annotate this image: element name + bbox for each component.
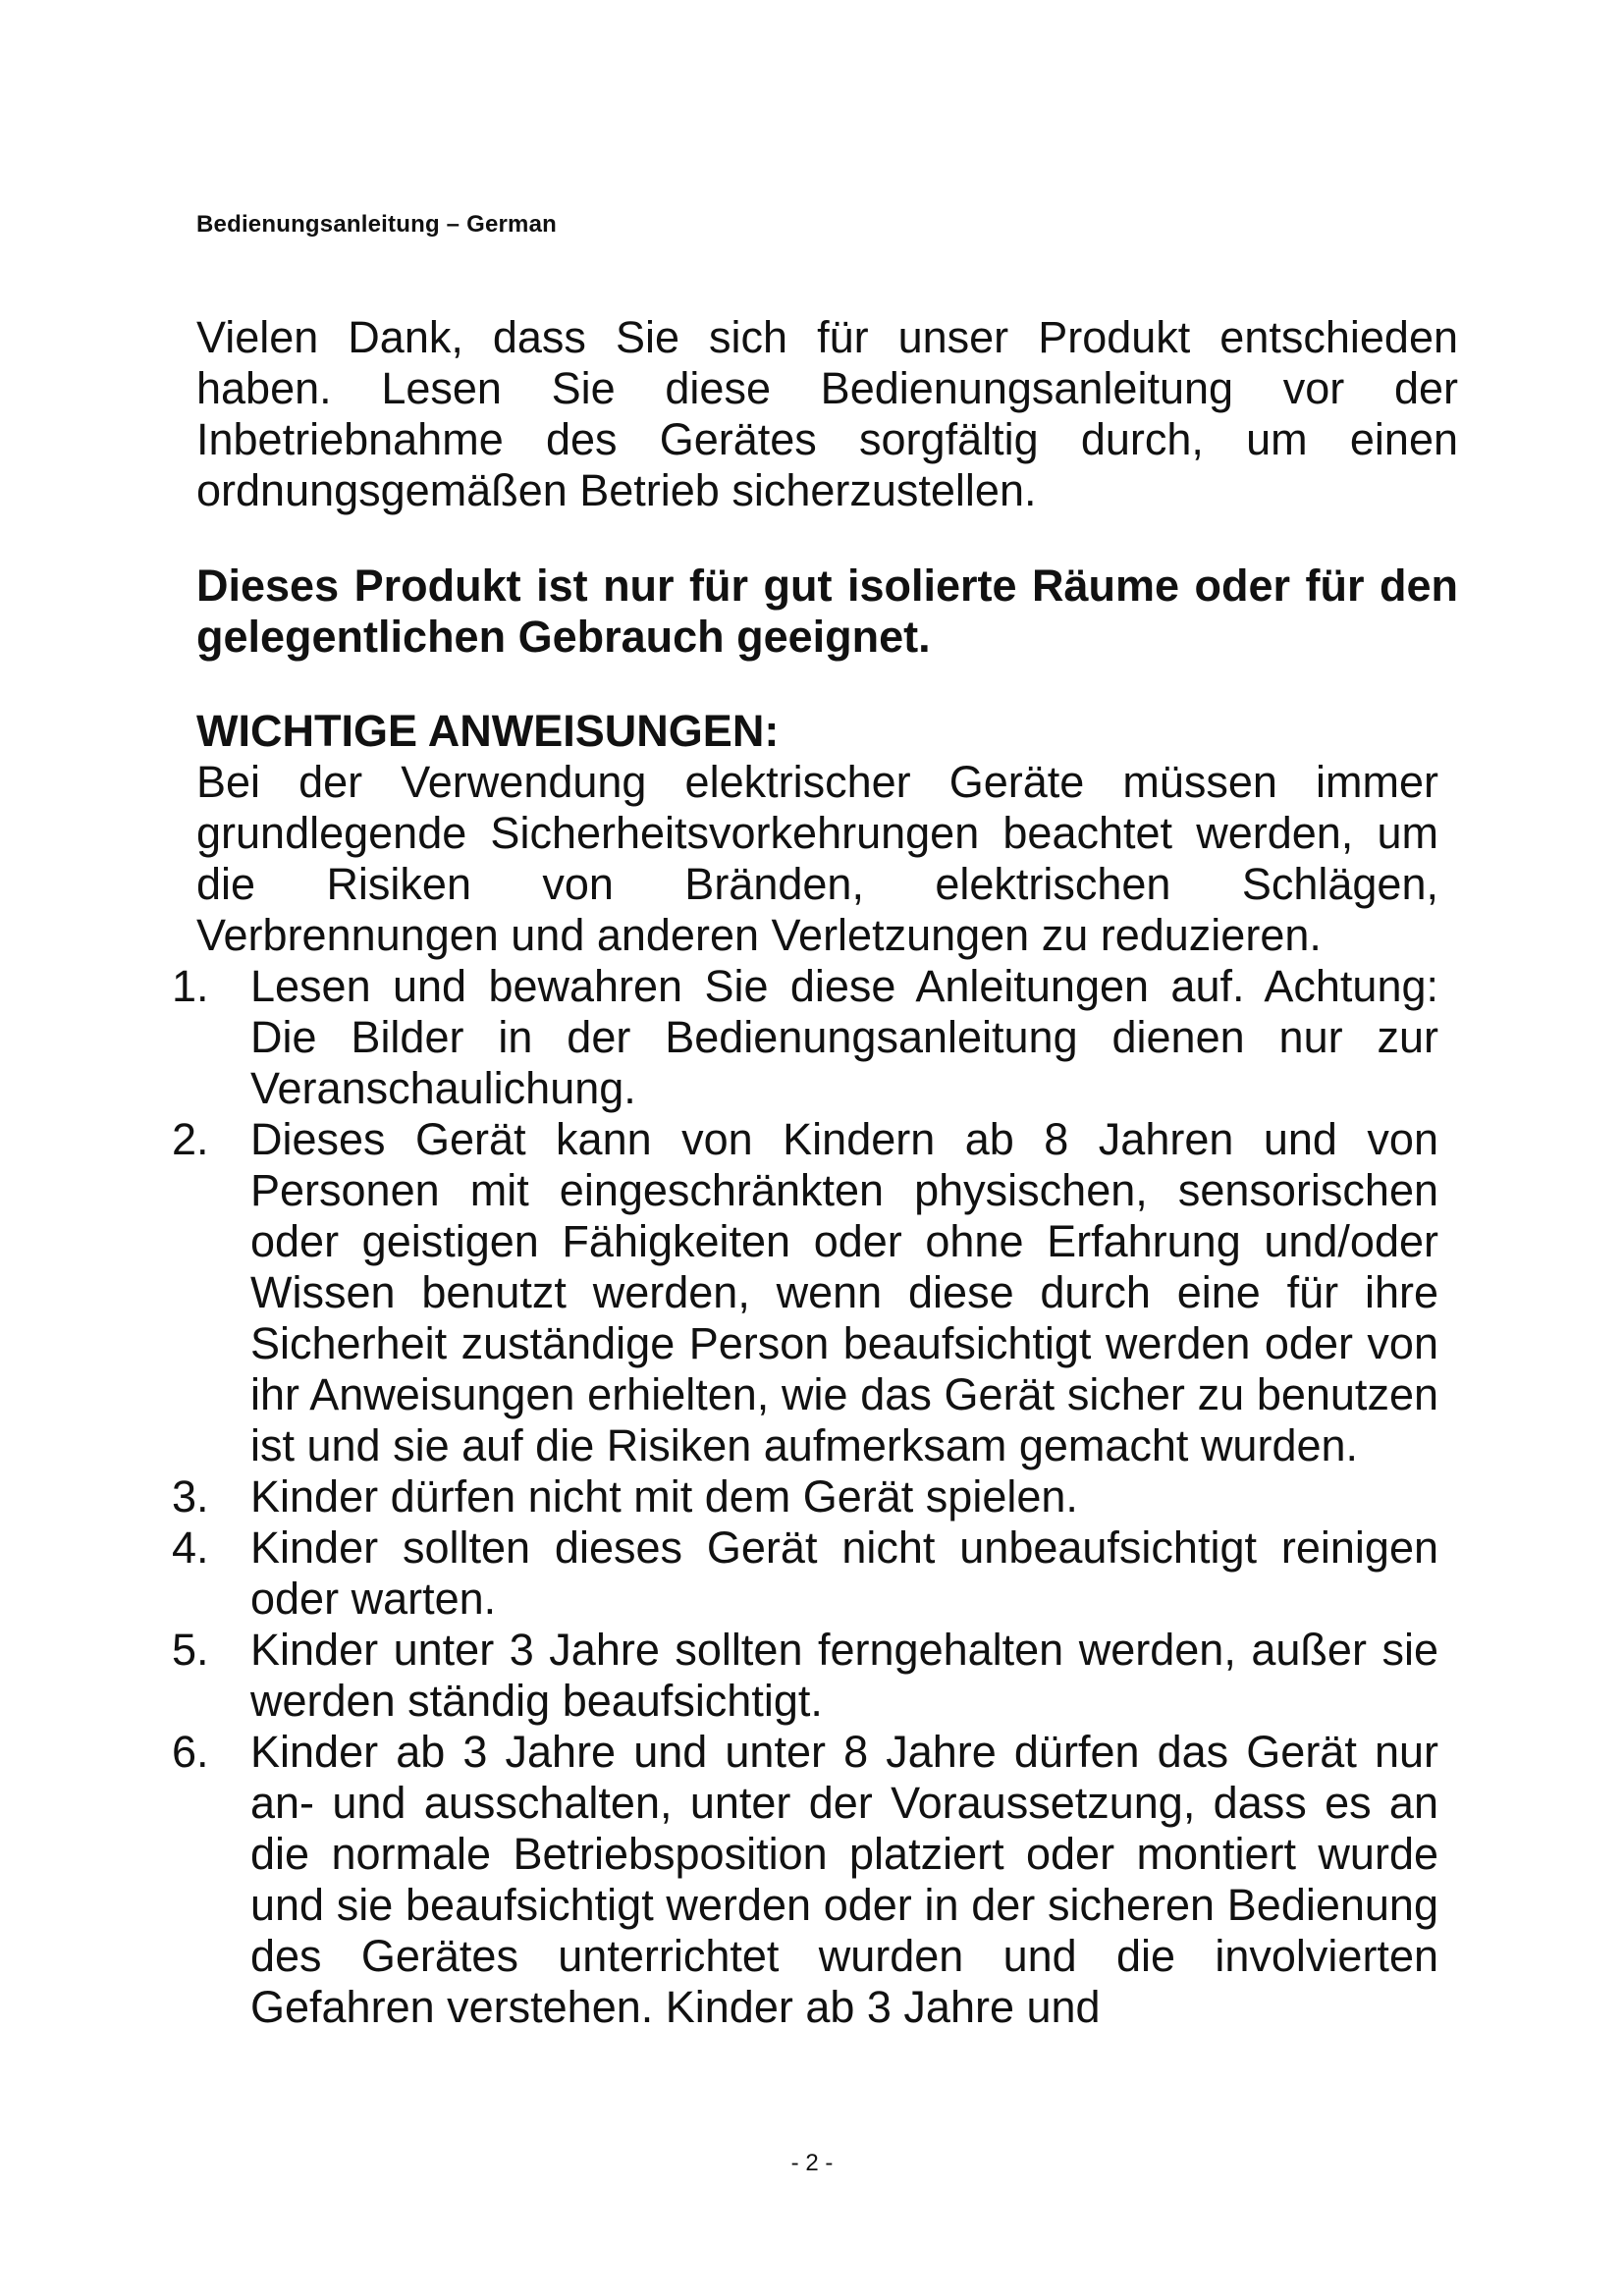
list-item-text: Lesen und bewahren Sie diese Anleitungen auf. Achtung: Die Bilder in der Bedienungsanleitung dienen nur zur Veranschaulichung. <box>250 961 1438 1113</box>
list-item <box>172 1114 1463 1471</box>
page-header: Bedienungsanleitung – German <box>196 211 557 238</box>
page-number: - 2 - <box>790 2150 834 2176</box>
list-item-text: Kinder unter 3 Jahre sollten ferngehalten werden, außer sie werden ständig beaufsichtigt. <box>250 1625 1438 1726</box>
list-item-number: 6. <box>172 1727 209 1777</box>
list-item-number: 4. <box>172 1522 209 1573</box>
list-item-text: Kinder sollten dieses Gerät nicht unbeaufsichtigt reinigen oder warten. <box>250 1522 1438 1624</box>
list-item-number: 2. <box>172 1114 209 1164</box>
list-item-text: Dieses Gerät kann von Kindern ab 8 Jahren und von Personen mit eingeschränkten physischen, sensorischen oder geistigen Fähigkeiten oder ohne Erfahrung und/oder Wissen benutzt werden, wenn diese durch eine für ihre Sicherheit zuständige Person beaufsichtigt werden oder von ihr Anweisungen erhielten, wie das Gerät sicher zu benutzen ist und sie auf die Risiken aufmerksam gemacht wurden. <box>250 1114 1438 1470</box>
section-body: Bei der Verwendung elektrischer Geräte müssen immer grundlegende Sicherheitsvorkehrungen beachtet werden, um die Risiken von Bränden, elektrischen Schlägen, Verbrennungen und anderen Verletzungen zu reduzieren. <box>196 757 1438 960</box>
list-item <box>172 1522 1463 1625</box>
notice-paragraph: Dieses Produkt ist nur für gut isolierte Räume oder für den gelegentlichen Gebrauch geeignet. <box>196 561 1458 662</box>
list-item <box>172 1625 1463 1727</box>
page-content <box>172 312 1463 2033</box>
list-item-text: Kinder dürfen nicht mit dem Gerät spielen. <box>250 1471 1078 1522</box>
list-item-number: 5. <box>172 1625 209 1675</box>
intro-paragraph: Vielen Dank, dass Sie sich für unser Produkt entschieden haben. Lesen Sie diese Bedienungsanleitung vor der Inbetriebnahme des Gerätes sorgfältig durch, um einen ordnungsgemäßen Betrieb sicherzustellen. <box>196 312 1458 515</box>
list-item <box>172 1727 1463 2033</box>
list-item <box>172 961 1463 1114</box>
list-item-text: Kinder ab 3 Jahre und unter 8 Jahre dürfen das Gerät nur an- und ausschalten, unter der Voraussetzung, dass es an die normale Betriebsposition platziert oder montiert wurde und sie beaufsichtigt werden oder in der sicheren Bedienung des Gerätes unterrichtet wurden und die involvierten Gefahren verstehen. Kinder ab 3 Jahre und <box>250 1727 1438 2032</box>
section-title: WICHTIGE ANWEISUNGEN: <box>196 706 780 756</box>
instruction-list <box>172 961 1463 2033</box>
list-item <box>172 1471 1463 1522</box>
list-item-number: 3. <box>172 1471 209 1522</box>
list-item-number: 1. <box>172 961 209 1011</box>
